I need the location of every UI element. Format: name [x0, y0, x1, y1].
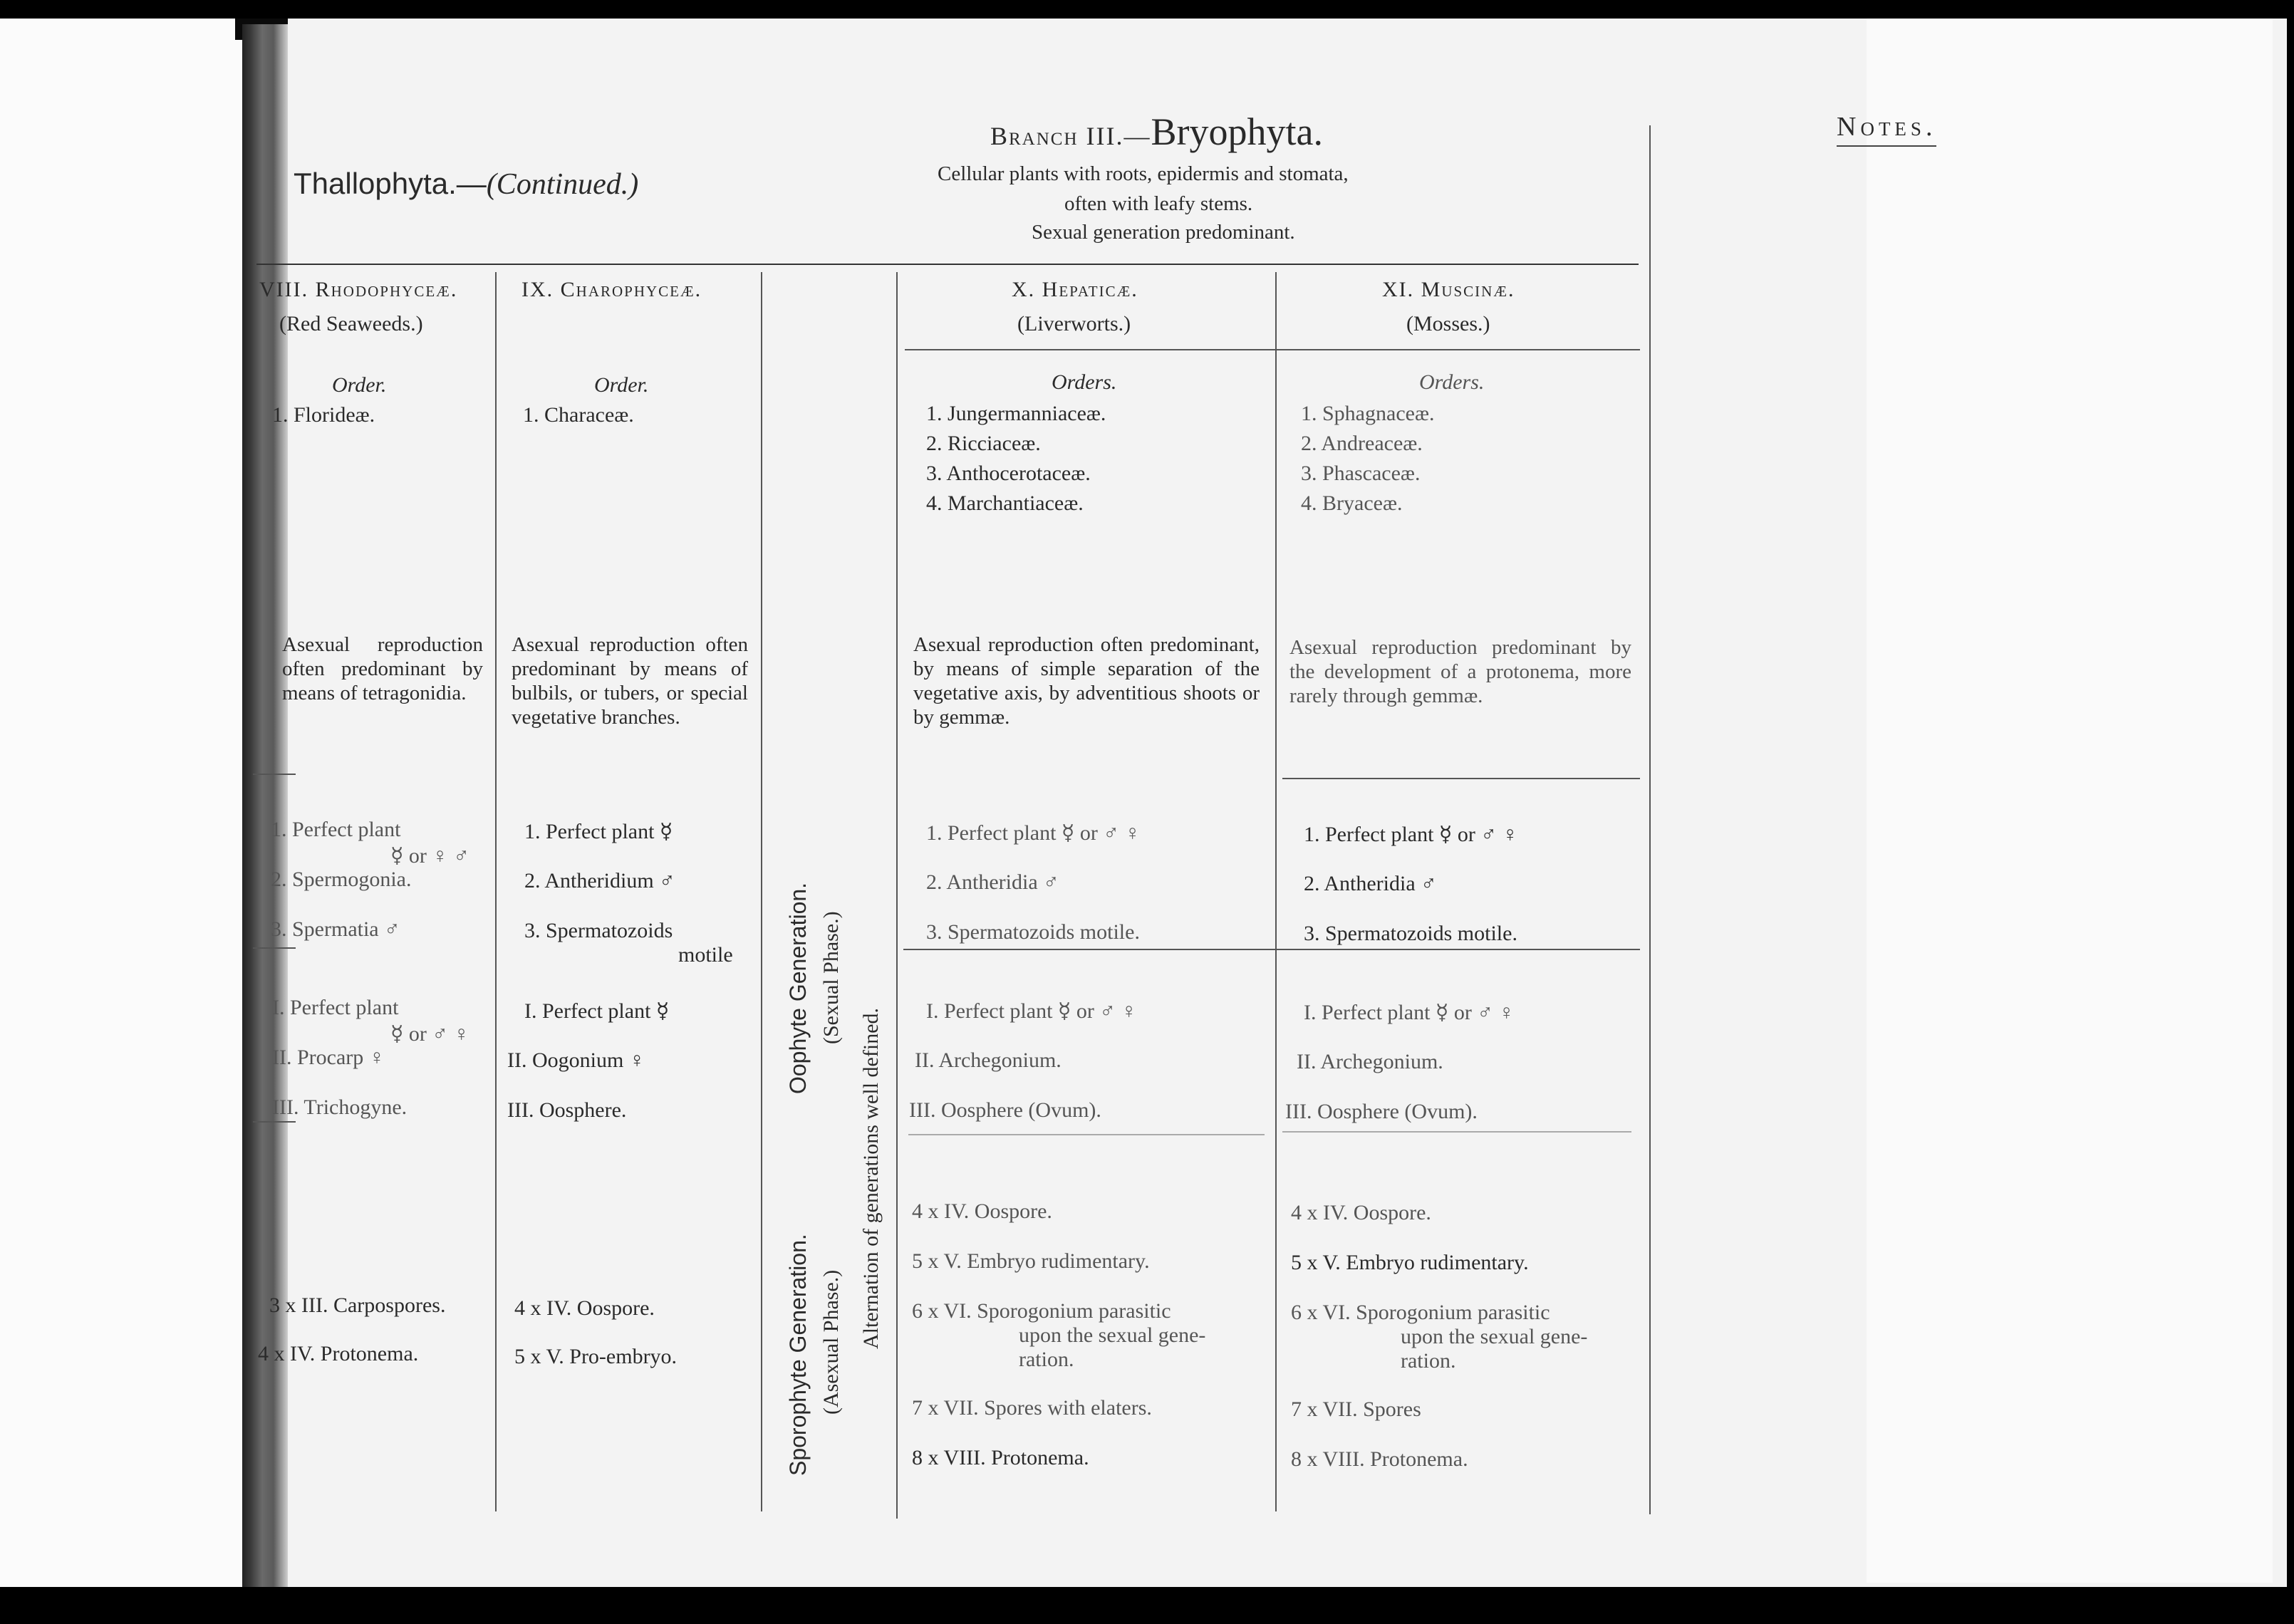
col11-sporo-3c: ration.: [1401, 1349, 1456, 1373]
col10-subheading: (Liverworts.): [1017, 312, 1131, 335]
col11-male-2: 2. Antheridia ♂: [1304, 872, 1437, 895]
col11-subheading: (Mosses.): [1406, 312, 1490, 335]
col10-male-2: 2. Antheridia ♂: [926, 870, 1059, 894]
subtitle-line-2: often with leafy stems.: [1064, 192, 1253, 215]
col10-female-2: II. Archegonium.: [915, 1048, 1062, 1072]
divider-8-9: [495, 272, 497, 1511]
col10-order-1: 1. Jungermanniaceæ.: [926, 402, 1106, 425]
notes-heading: Notes.: [1837, 111, 1936, 147]
divider-gen-10: [896, 272, 898, 1519]
subtitle-line-3: Sexual generation predominant.: [1032, 221, 1295, 244]
rule-11-sporophyte: [1282, 1131, 1631, 1133]
col9-female-3: III. Oosphere.: [507, 1098, 627, 1122]
col8-male-3: 3. Spermatia ♂: [271, 917, 400, 941]
col11-sporo-3b: upon the sexual gene-: [1401, 1325, 1588, 1348]
branch-label: Branch III.—: [990, 122, 1151, 150]
col11-order-3: 3. Phascaceæ.: [1301, 462, 1421, 485]
divider-10-11: [1275, 272, 1277, 1511]
col10-female-3: III. Oosphere (Ovum).: [909, 1098, 1101, 1122]
col8-sporo-2: 4 x IV. Protonema.: [258, 1342, 419, 1365]
thallophyta-heading: [294, 167, 638, 202]
col11-female-3: III. Oosphere (Ovum).: [1285, 1100, 1478, 1123]
col10-sporo-3b: upon the sexual gene-: [1019, 1323, 1206, 1347]
col8-subheading: (Red Seaweeds.): [279, 312, 423, 335]
col9-sporo-2: 5 x V. Pro-embryo.: [514, 1345, 678, 1368]
col10-sporo-1: 4 x IV. Oospore.: [912, 1199, 1052, 1223]
thallophyta-label: Thallophyta.—: [294, 167, 487, 200]
col11-sporo-4: 7 x VII. Spores: [1291, 1397, 1421, 1421]
col10-asexual: Asexual reproduction often predominant, by means of simple separation of the vegetative axis, by adventitious shoots or by gemmæ.: [913, 633, 1260, 729]
col10-sporo-2: 5 x V. Embryo rudimentary.: [912, 1249, 1150, 1273]
col10-heading: X. Hepaticæ.: [1012, 278, 1138, 301]
col10-sporo-4: 7 x VII. Spores with elaters.: [912, 1396, 1152, 1420]
col8-asexual: Asexual reproduction often predominant by means of tetragonidia.: [282, 633, 483, 704]
col9-male-1: 1. Perfect plant ☿: [524, 820, 673, 843]
col9-order-label: Order.: [594, 373, 649, 397]
col11-female-1: I. Perfect plant ☿ or ♂ ♀: [1304, 1001, 1515, 1024]
col9-male-2: 2. Antheridium ♂: [524, 869, 675, 892]
top-rule: [256, 264, 1639, 265]
col8-order-label: Order.: [332, 373, 387, 397]
oophyte-label: Oophyte Generation.: [785, 882, 811, 1094]
col11-order-4: 4. Bryaceæ.: [1301, 491, 1403, 515]
asexual-phase-label: (Asexual Phase.): [819, 1269, 843, 1415]
sporophyte-label: Sporophyte Generation.: [785, 1234, 811, 1476]
col9-male-3: 3. Spermatozoids: [524, 919, 673, 942]
continued-label: (Continued.): [486, 168, 639, 201]
alternation-label: Alternation of generations well defined.: [859, 1007, 883, 1349]
col11-order-1: 1. Sphagnaceæ.: [1301, 402, 1435, 425]
col8-sporo-1: 3 x III. Carpospores.: [269, 1294, 446, 1317]
col10-order-3: 3. Anthocerotaceæ.: [926, 462, 1091, 485]
left-margin: [0, 19, 242, 1587]
col11-female-2: II. Archegonium.: [1297, 1050, 1443, 1073]
col11-heading: XI. Muscinæ.: [1382, 278, 1515, 301]
rule-left-female: [253, 1121, 296, 1123]
col9-female-2: II. Oogonium ♀: [507, 1048, 645, 1072]
rule-left-male: [253, 947, 296, 949]
rule-left-asexual: [253, 774, 296, 775]
col8-order-item: 1. Florideæ.: [272, 403, 375, 427]
col8-female-1b: ☿ or ♂ ♀: [390, 1022, 469, 1046]
col8-female-3: III. Trichogyne.: [272, 1095, 408, 1119]
col9-asexual: Asexual reproduction often predominant by means of bulbils, or tubers, or special vegetative branches.: [512, 633, 748, 729]
col8-female-1: I. Perfect plant: [272, 996, 399, 1019]
col11-sporo-1: 4 x IV. Oospore.: [1291, 1201, 1431, 1224]
col10-order-4: 4. Marchantiaceæ.: [926, 491, 1084, 515]
col10-sporo-5: 8 x VIII. Protonema.: [912, 1446, 1089, 1469]
col11-order-2: 2. Andreaceæ.: [1301, 432, 1423, 455]
sexual-phase-label: (Sexual Phase.): [819, 911, 843, 1044]
col10-order-2: 2. Ricciaceæ.: [926, 432, 1041, 455]
col10-male-3: 3. Spermatozoids motile.: [926, 920, 1140, 944]
notes-margin: [1867, 19, 2273, 1583]
book-page: [0, 19, 2287, 1587]
col10-order-label: Orders.: [1052, 370, 1117, 394]
rule-male-female: [903, 949, 1640, 950]
rule-10-sporophyte: [908, 1134, 1265, 1135]
col11-sporo-2: 5 x V. Embryo rudimentary.: [1291, 1251, 1529, 1274]
col10-sporo-3: 6 x VI. Sporogonium parasitic: [912, 1299, 1171, 1323]
col11-sporo-5: 8 x VIII. Protonema.: [1291, 1447, 1468, 1471]
col8-male-2: 2. Spermogonia.: [271, 868, 412, 891]
col9-heading: IX. Charophyceæ.: [521, 278, 702, 301]
header-rule-right: [905, 349, 1640, 350]
col10-sporo-3c: ration.: [1019, 1348, 1074, 1371]
col11-sporo-3: 6 x VI. Sporogonium parasitic: [1291, 1301, 1550, 1324]
col9-male-3b: motile: [678, 943, 733, 967]
col8-male-1b: ☿ or ♀ ♂: [390, 844, 469, 868]
col11-asexual: Asexual reproduction predominant by the development of a protonema, more rarely through gemmæ.: [1289, 636, 1631, 707]
col9-sporo-1: 4 x IV. Oospore.: [514, 1296, 655, 1320]
branch-heading: [990, 110, 1323, 154]
col9-order-item: 1. Characeæ.: [523, 403, 634, 427]
col8-female-2: II. Procarp ♀: [272, 1046, 385, 1069]
col11-order-label: Orders.: [1419, 370, 1485, 394]
col8-male-1: 1. Perfect plant: [271, 818, 401, 841]
col11-male-3: 3. Spermatozoids motile.: [1304, 922, 1517, 945]
col11-male-1: 1. Perfect plant ☿ or ♂ ♀: [1304, 823, 1518, 846]
col9-female-1: I. Perfect plant ☿: [524, 999, 670, 1023]
subtitle-line-1: Cellular plants with roots, epidermis and stomata,: [938, 162, 1349, 185]
divider-11-notes: [1649, 125, 1651, 1514]
rule-11-asexual: [1282, 778, 1640, 779]
col10-female-1: I. Perfect plant ☿ or ♂ ♀: [926, 999, 1137, 1023]
col10-male-1: 1. Perfect plant ☿ or ♂ ♀: [926, 821, 1141, 845]
col8-heading: VIII. Rhodophyceæ.: [259, 278, 458, 301]
divider-9-gen: [761, 272, 762, 1511]
branch-name: Bryophyta.: [1151, 110, 1323, 153]
